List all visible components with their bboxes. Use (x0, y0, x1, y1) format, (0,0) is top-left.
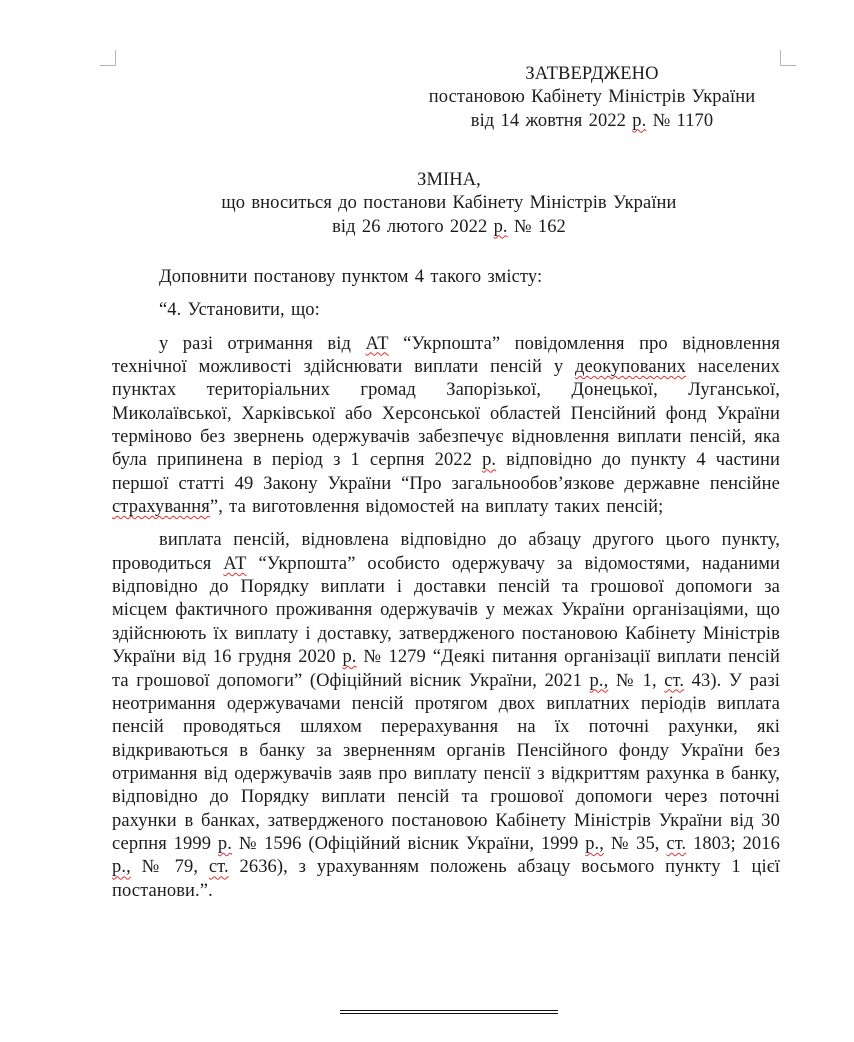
text-segment: “Укрпошта” особисто одержувачу за відомостями, наданими відповідно до Порядку виплати і доставки пенсій та грошової допомоги за місцем фактичного проживання одержувачів у межах України організаціями, що здійснюють їх виплату і доставку, затвердженого постановою Кабінету Міністрів України від 16 грудня 2020 (112, 553, 781, 668)
text-segment: відповідно до пункту 4 частини першої статті 49 Закону України “Про загальнообов’язкове державне пенсійне (112, 450, 780, 494)
spellcheck-underlined-text: р. (342, 647, 357, 668)
spellcheck-underlined-text: АТ (365, 333, 389, 354)
text-segment: 43). У разі неотримання одержувачами пенсій протягом двох виплатних періодів виплата пенсій проводяться шляхом перерахування на їх поточні рахунки, які відкриваються в банку за зверненням органів Пенсійного фонду України без отримання від одержувачів заяв про виплату пенсії з відкриттям рахунка в банку, відповідно до Порядку виплати пенсій та грошової допомоги через поточні рахунки в банках, затвердженого постановою Кабінету Міністрів України від 30 серпня 1999 (112, 670, 780, 854)
spellcheck-underlined-text: р., (585, 833, 605, 854)
text-segment: населених пунктах територіальних громад Запорізької, Донецької, Луганської, Миколаївської, Харківської або Херсонської областей Пенсійний фонд України терміново без звернень одержувачів забезпечує відновлення виплати пенсій, яка була припинена в період з 1 серпня 2022 (112, 357, 780, 471)
text-segment: № 1, (608, 670, 665, 691)
spellcheck-underlined-text: р. (493, 216, 508, 237)
document-title (114, 169, 784, 192)
text-segment: у разі отримання від (159, 333, 366, 354)
approval-line-approved (402, 63, 782, 86)
document-title-date-number (114, 216, 784, 239)
spellcheck-underlined-text: р., (112, 857, 131, 878)
text-segment: від 14 жовтня 2022 (470, 110, 633, 131)
text-segment: від 26 лютого 2022 (332, 216, 494, 237)
text-segment: виплата пенсій, відновлена відповідно до абзацу другого цього пункту, проводиться (112, 530, 780, 574)
spellcheck-underlined-text: р. (482, 450, 497, 471)
text-segment: № 35, (604, 833, 667, 854)
text-segment: постановою Кабінету Міністрів України (428, 87, 756, 108)
text-boundary-mark-top-left (100, 50, 116, 66)
spellcheck-underlined-text: АТ (223, 553, 247, 574)
document-body (112, 266, 780, 913)
approval-line-resolution (402, 86, 782, 109)
text-segment: Доповнити постанову пунктом 4 такого змісту: (159, 267, 543, 287)
paragraph-intro (112, 266, 780, 289)
text-segment: № 1596 (Офіційний вісник України, 1999 (232, 833, 586, 854)
text-segment: що вноситься до постанови Кабінету Міністрів України (221, 193, 677, 214)
text-segment: ”, та виготовлення відомостей на виплату таких пенсій; (209, 497, 664, 518)
text-segment: № 79, (130, 857, 209, 878)
text-segment: № 162 (507, 216, 566, 237)
text-segment: 1803; 2016 (686, 833, 780, 854)
text-boundary-mark-top-right (780, 50, 796, 66)
text-segment: ЗАТВЕРДЖЕНО (525, 64, 659, 84)
spellcheck-underlined-text: деокупованих (575, 357, 687, 378)
text-segment: “4. Установити, що: (159, 300, 320, 321)
approval-stamp-block (402, 63, 782, 133)
approval-line-date-number (402, 110, 782, 133)
spellcheck-underlined-text: р. (632, 110, 647, 131)
text-segment: № 1279 “Деякі питання організації виплати пенсій та грошової допомоги” (Офіційний вісник України, 2021 (112, 647, 780, 691)
text-segment: № 1170 (646, 110, 714, 131)
text-segment: 2636), з урахуванням положень абзацу восьмого пункту 1 цієї постанови.”. (112, 857, 780, 901)
bottom-double-rule (340, 1010, 558, 1014)
spellcheck-underlined-text: страхування (112, 497, 210, 518)
text-segment: “Укрпошта” повідомлення про відновлення технічної можливості здійснювати виплати пенсій у (112, 333, 780, 378)
spellcheck-underlined-text: ст. (208, 857, 229, 878)
document-subtitle (114, 192, 784, 215)
paragraph-payment-procedure (112, 529, 780, 903)
spellcheck-underlined-text: р. (217, 833, 232, 854)
paragraph-item-4-opening (112, 299, 780, 322)
text-segment: ЗМІНА, (417, 170, 481, 190)
spellcheck-underlined-text: р., (589, 670, 609, 691)
spellcheck-underlined-text: ст. (664, 670, 685, 691)
document-title-block (114, 169, 784, 239)
spellcheck-underlined-text: ст. (666, 833, 687, 854)
paragraph-pension-resumption (112, 333, 780, 520)
